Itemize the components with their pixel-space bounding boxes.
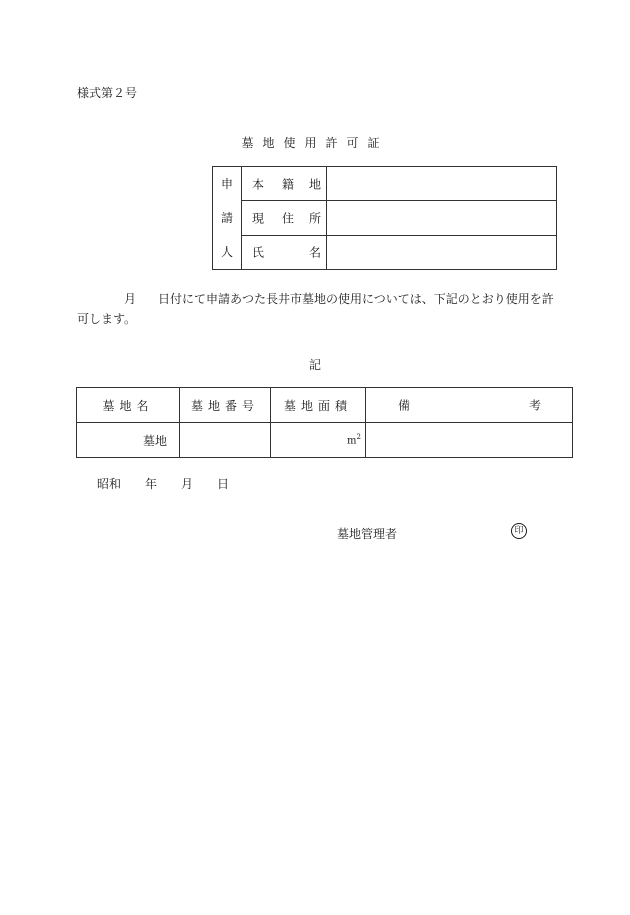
header-plot-area: 墓地面積 xyxy=(271,388,366,423)
statement-line-1 xyxy=(77,289,557,309)
date-day: 日 xyxy=(217,477,230,491)
statement-month: 月 xyxy=(124,292,137,306)
label-part: 住 xyxy=(282,211,295,226)
header-plot-number: 墓地番号 xyxy=(180,388,271,423)
side-char-2: 請 xyxy=(220,211,233,225)
seal-mark: 印 xyxy=(511,523,527,539)
label-part: 地 xyxy=(309,177,322,192)
area-unit-sup: 2 xyxy=(356,433,361,442)
date-year: 年 xyxy=(145,477,158,491)
permit-statement xyxy=(77,289,557,329)
side-char-3: 人 xyxy=(220,245,233,259)
date-month: 月 xyxy=(181,477,194,491)
applicant-table xyxy=(212,166,557,270)
statement-text: 日付にて申請あつた長井市墓地の使用については、下記のとおり使用を許 xyxy=(158,292,554,306)
label-part: 本 xyxy=(252,177,265,192)
side-char-1: 申 xyxy=(220,177,233,191)
label-name xyxy=(242,235,327,269)
document-title: 墓地使用許可証 xyxy=(241,136,389,150)
label-part: 籍 xyxy=(282,177,295,192)
detail-table xyxy=(76,387,573,458)
label-part: 名 xyxy=(309,245,322,260)
cemetery-name-cell[interactable] xyxy=(77,423,180,458)
label-domicile xyxy=(242,167,327,201)
remarks-part: 備 xyxy=(398,398,411,413)
domicile-field[interactable] xyxy=(327,167,557,201)
label-address xyxy=(242,201,327,235)
remarks-part: 考 xyxy=(529,398,542,413)
issue-date xyxy=(97,475,229,492)
plot-area-cell[interactable] xyxy=(271,423,366,458)
form-number: 様式第２号 xyxy=(77,86,138,100)
ki-heading: 記 xyxy=(308,358,321,372)
statement-line-2: 可します。 xyxy=(77,312,137,326)
cemetery-manager: 墓地管理者 xyxy=(337,527,398,541)
address-field[interactable] xyxy=(327,201,557,235)
date-era: 昭和 xyxy=(97,477,122,491)
name-field[interactable] xyxy=(327,235,557,269)
label-part: 所 xyxy=(309,211,322,226)
header-cemetery-name: 墓地名 xyxy=(77,388,180,423)
remarks-cell[interactable] xyxy=(366,423,573,458)
applicant-side-label xyxy=(213,167,242,270)
area-unit: m xyxy=(347,435,357,447)
header-remarks xyxy=(366,388,573,423)
label-part: 氏 xyxy=(252,245,265,260)
label-part: 現 xyxy=(252,211,265,226)
plot-number-cell[interactable] xyxy=(180,423,271,458)
cemetery-suffix: 墓地 xyxy=(142,433,167,448)
